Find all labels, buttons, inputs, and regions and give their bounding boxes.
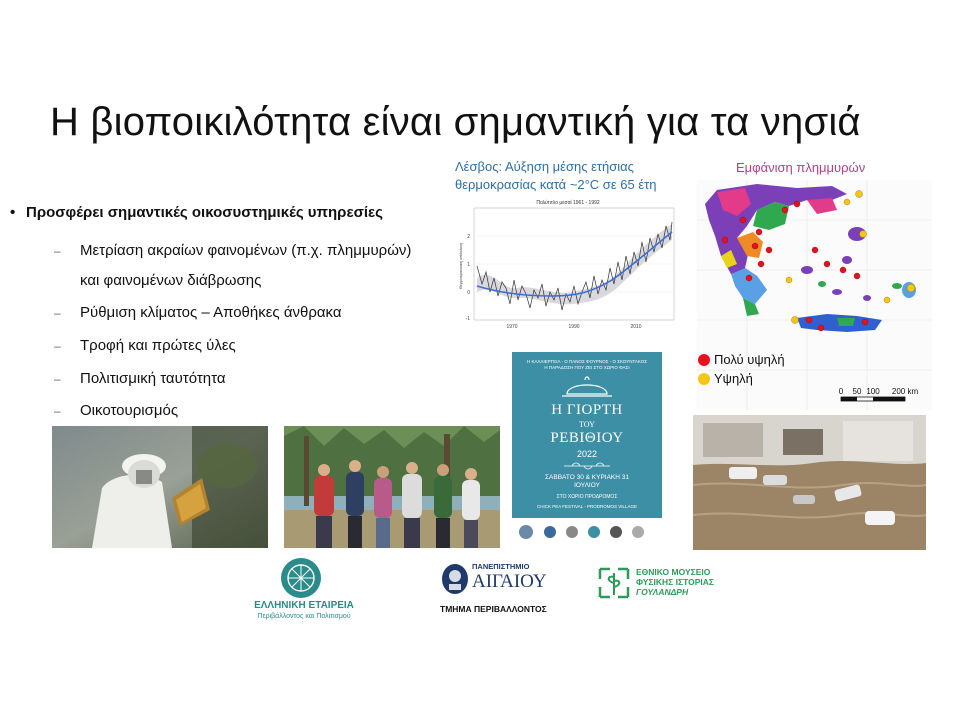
- legend-very-high-label: Πολύ υψηλή: [714, 352, 785, 367]
- aegean-university-logo: [440, 560, 560, 618]
- climate-ytick: 0: [467, 290, 470, 296]
- climate-chart-image: [452, 196, 684, 336]
- climate-ytick: -1: [465, 316, 470, 322]
- slide-title: Η βιοποικιλότητα είναι σημαντική για τα νησιά: [50, 100, 861, 144]
- festival-poster: [512, 352, 662, 547]
- flooded-car: [793, 495, 815, 504]
- university-emblem-icon: [440, 562, 470, 596]
- university-department: ΤΜΗΜΑ ΠΕΡΙΒΑΛΛΟΝΤΟΣ: [440, 604, 547, 614]
- poster-dates: ΣΑΒΒΑΤΟ 30 & ΚΥΡΙΑΚΗ 31 ΙΟΥΛΙΟΥ: [545, 474, 629, 489]
- bullet-item-continued: και φαινομένων διάβρωσης: [80, 272, 262, 289]
- climate-caption-line2: θερμοκρασίας κατά ~2°C σε 65 έτη: [455, 177, 657, 192]
- society-emblem-icon: [278, 556, 324, 600]
- bullet-main-text: Προσφέρει σημαντικές οικοσυστημικές υπηρεσίες: [26, 204, 383, 221]
- map-scale-label: 100: [866, 387, 880, 396]
- map-scale-label: 0: [838, 387, 844, 396]
- climate-ytick: 2: [467, 234, 470, 240]
- poster-sponsor-strip: [512, 518, 662, 547]
- goulandris-museum-logo: [596, 563, 736, 609]
- climate-xtick: 1970: [506, 324, 518, 330]
- bullet-item: – Οικοτουρισμός: [54, 402, 179, 419]
- flood-legend: [698, 352, 785, 386]
- bullet-item: – Ρύθμιση κλίματος – Αποθήκες άνθρακα: [54, 304, 342, 321]
- bullet-item: – Πολιτισμική ταυτότητα: [54, 370, 226, 387]
- flood-water: [693, 461, 926, 550]
- bullet-main: • Προσφέρει σημαντικές οικοσυστημικές υπηρεσίες: [10, 204, 383, 221]
- beekeeper-photo: [52, 426, 268, 548]
- climate-chart-svg: [452, 196, 684, 336]
- university-line2: ΑΙΓΑΙΟΥ: [472, 571, 547, 592]
- map-region: [837, 318, 855, 326]
- map-island: [863, 295, 871, 301]
- poster-year: 2022: [576, 449, 598, 459]
- museum-name: ΕΘΝΙΚΟ ΜΟΥΣΕΙΟ ΦΥΣΙΚΗΣ ΙΣΤΟΡΙΑΣ ΓΟΥΛΑΝΔΡΗ: [636, 567, 714, 597]
- society-logo: [248, 556, 360, 624]
- bullet-item-text: Οικοτουρισμός: [80, 402, 179, 419]
- flood-map-caption: Εμφάνιση πλημμυρών: [736, 160, 866, 175]
- bullet-item-text: Μετρίαση ακραίων φαινομένων (π.χ. πλημμυρών): [80, 242, 412, 259]
- society-subtitle: Περιβάλλοντος και Πολιτισμού: [257, 613, 351, 620]
- climate-inner-title: Πολύτιτλο μεσαί 1961 - 1992: [536, 200, 600, 206]
- birdwatchers-photo: [284, 426, 500, 548]
- map-island: [832, 289, 842, 295]
- bullet-item: – Μετρίαση ακραίων φαινομένων (π.χ. πλημμυρών): [54, 242, 412, 259]
- poster-sponsor-logos-icon: [512, 518, 662, 547]
- bullet-item-text: Τροφή και πρώτες ύλες: [80, 337, 236, 354]
- legend-high-label: Υψηλή: [714, 371, 753, 386]
- legend-dot-yellow: [698, 373, 710, 385]
- flooded-car: [865, 511, 895, 525]
- society-name: ΕΛΛΗΝΙΚΗ ΕΤΑΙΡΕΙΑ: [254, 600, 354, 611]
- museum-emblem-icon: [596, 565, 632, 601]
- climate-xtick: 1990: [568, 324, 580, 330]
- poster-sprig-icon: [562, 460, 612, 472]
- poster-pot-icon: [557, 374, 617, 400]
- map-scale-label: 50: [852, 387, 862, 396]
- legend-high: [698, 371, 785, 386]
- climate-caption-line1: Λέσβος: Αύξηση μέσης ετήσιας: [455, 159, 634, 174]
- poster-top-text: Η ΚΑΛΛΙΕΡΓΕΙΑ - Ο ΠΑΝΟΣ ΦΟΥΡΝΟΣ - Ο ΣΚΟΥΝΤΑΚΟΣ Η ΠΑΡΑΔΟΣΗ ΠΟΥ ΖΕΙ ΣΤΟ ΧΩΡΙΟ ΦΑΣΙ: [526, 359, 648, 370]
- bullet-item-text: Ρύθμιση κλίματος – Αποθήκες άνθρακα: [80, 304, 342, 321]
- bullet-item-text: Πολιτισμική ταυτότητα: [80, 370, 226, 387]
- map-island: [842, 256, 852, 264]
- climate-ylabel: Θερμοκρασιακή απόκλιση: [458, 242, 463, 290]
- map-island: [818, 281, 826, 287]
- legend-dot-red: [698, 354, 710, 366]
- beekeeper-suit: [92, 475, 172, 548]
- poster-place: ΣΤΟ ΧΩΡΙΟ ΠΡΟΔΡΟΜΟΣ: [556, 494, 618, 500]
- climate-xtick: 2010: [630, 324, 642, 330]
- flooded-car: [763, 475, 787, 485]
- poster-line3: ΡΕΒΙΘΙΟΥ: [550, 430, 624, 446]
- flooded-car: [729, 467, 757, 479]
- map-island: [801, 266, 813, 274]
- legend-very-high: [698, 352, 785, 367]
- poster-line2: ΤΟΥ: [579, 420, 595, 429]
- map-island: [892, 283, 902, 289]
- university-line1: ΠΑΝΕΠΙΣΤΗΜΙΟ: [472, 562, 530, 571]
- climate-chart-caption: [455, 158, 656, 194]
- poster-footer: CHICK PEA FESTIVAL - PRODROMOS VILLAGE: [536, 504, 638, 509]
- map-scale-label: 200 km: [891, 387, 919, 396]
- flood-photo: [693, 415, 926, 550]
- poster-line1: Η ΓΙΟΡΤΗ: [551, 402, 623, 418]
- bullet-item: – Τροφή και πρώτες ύλες: [54, 337, 236, 354]
- climate-ytick: 1: [467, 262, 470, 268]
